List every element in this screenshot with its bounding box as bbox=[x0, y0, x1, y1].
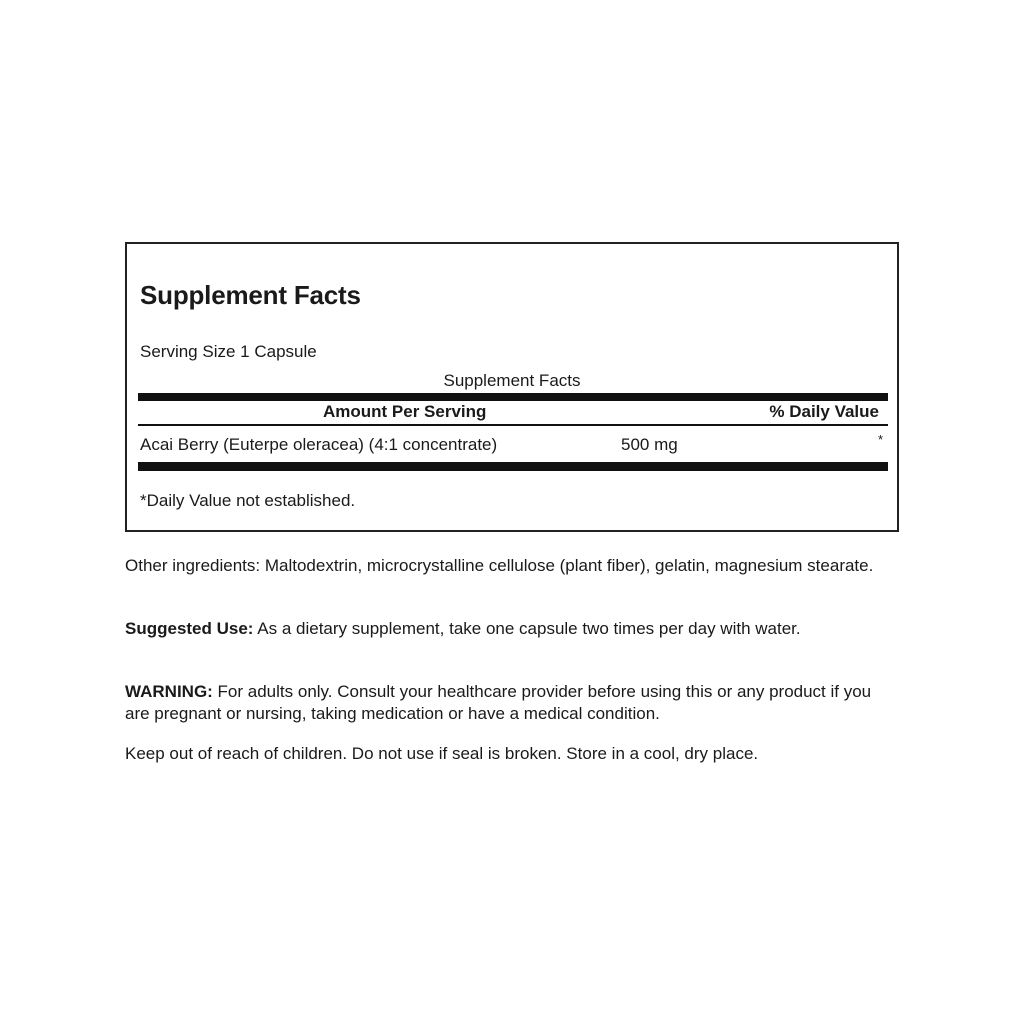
suggested-use-label: Suggested Use: bbox=[125, 619, 254, 638]
ingredient-daily-value: * bbox=[877, 432, 883, 447]
storage-instructions bbox=[125, 743, 885, 765]
warning-text: For adults only. Consult your healthcare provider before using this or any product if you are pregnant or nursing, taking medication or have a medical condition. bbox=[125, 682, 872, 723]
other-ingredients-text: Other ingredients: Maltodextrin, microcrystalline cellulose (plant fiber), gelatin, magnesium stearate. bbox=[125, 556, 874, 575]
warning-label: WARNING: bbox=[125, 682, 213, 701]
storage-text: Keep out of reach of children. Do not use if seal is broken. Store in a cool, dry place. bbox=[125, 744, 759, 763]
supplement-facts-panel bbox=[125, 242, 899, 532]
header-daily-value: % Daily Value bbox=[769, 402, 879, 421]
top-rule bbox=[138, 393, 888, 401]
table-caption: Supplement Facts bbox=[443, 371, 581, 390]
bottom-rule bbox=[138, 462, 888, 471]
header-amount-per-serving: Amount Per Serving bbox=[323, 402, 487, 421]
other-ingredients bbox=[125, 555, 885, 577]
warning bbox=[125, 681, 885, 725]
daily-value-footnote: *Daily Value not established. bbox=[140, 491, 356, 510]
ingredient-amount: 500 mg bbox=[621, 435, 678, 454]
suggested-use bbox=[125, 618, 885, 640]
facts-title: Supplement Facts bbox=[140, 280, 361, 310]
ingredient-name: Acai Berry (Euterpe oleracea) (4:1 concentrate) bbox=[140, 435, 498, 454]
serving-size: Serving Size 1 Capsule bbox=[140, 342, 317, 361]
header-rule bbox=[138, 424, 888, 426]
suggested-use-text: As a dietary supplement, take one capsule two times per day with water. bbox=[253, 619, 801, 638]
